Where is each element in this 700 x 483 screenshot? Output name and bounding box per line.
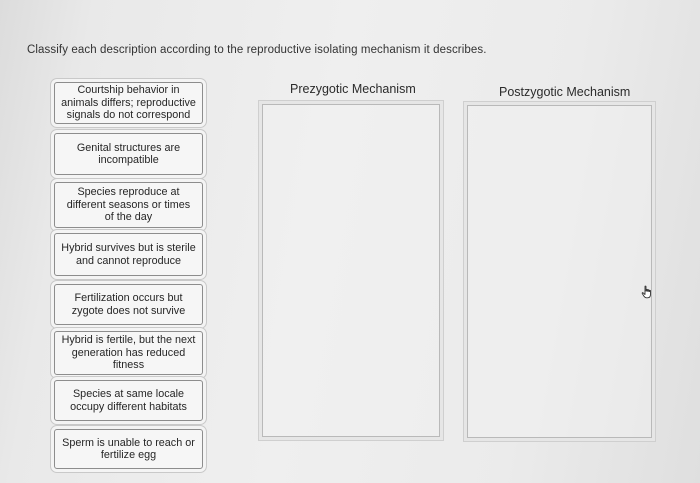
instructions-text: Classify each description according to the reproductive isolating mechanism it describes.: [27, 44, 487, 56]
card-label: Fertilization occurs but zygote does not survive: [71, 292, 186, 317]
card-label: Species reproduce at different seasons or times of the day: [66, 186, 191, 224]
postzygotic-drop-zone[interactable]: [467, 105, 652, 438]
hand-pointer-icon: [640, 285, 654, 299]
draggable-card-zygote[interactable]: [54, 284, 203, 325]
draggable-card-habitats[interactable]: [54, 380, 203, 421]
postzygotic-header: Postzygotic Mechanism: [499, 85, 631, 99]
card-label: Hybrid is fertile, but the next generation has reduced fitness: [61, 334, 196, 372]
card-label: Species at same locale occupy different habitats: [70, 388, 187, 413]
card-label: Courtship behavior in animals differs; reproductive signals do not correspond: [61, 84, 196, 122]
card-label: Hybrid survives but is sterile and cannot reproduce: [61, 242, 196, 267]
draggable-card-courtship[interactable]: [54, 82, 203, 124]
card-label: Genital structures are incompatible: [76, 141, 181, 166]
draggable-card-hybrid-sterile[interactable]: [54, 233, 203, 276]
prezygotic-header: Prezygotic Mechanism: [290, 82, 416, 96]
draggable-card-genital[interactable]: [54, 133, 203, 175]
draggable-card-hybrid-fertile[interactable]: [54, 331, 203, 375]
draggable-card-sperm[interactable]: [54, 429, 203, 469]
card-label: Sperm is unable to reach or fertilize egg: [62, 436, 195, 461]
draggable-card-seasons[interactable]: [54, 182, 203, 228]
prezygotic-drop-zone[interactable]: [262, 104, 440, 437]
